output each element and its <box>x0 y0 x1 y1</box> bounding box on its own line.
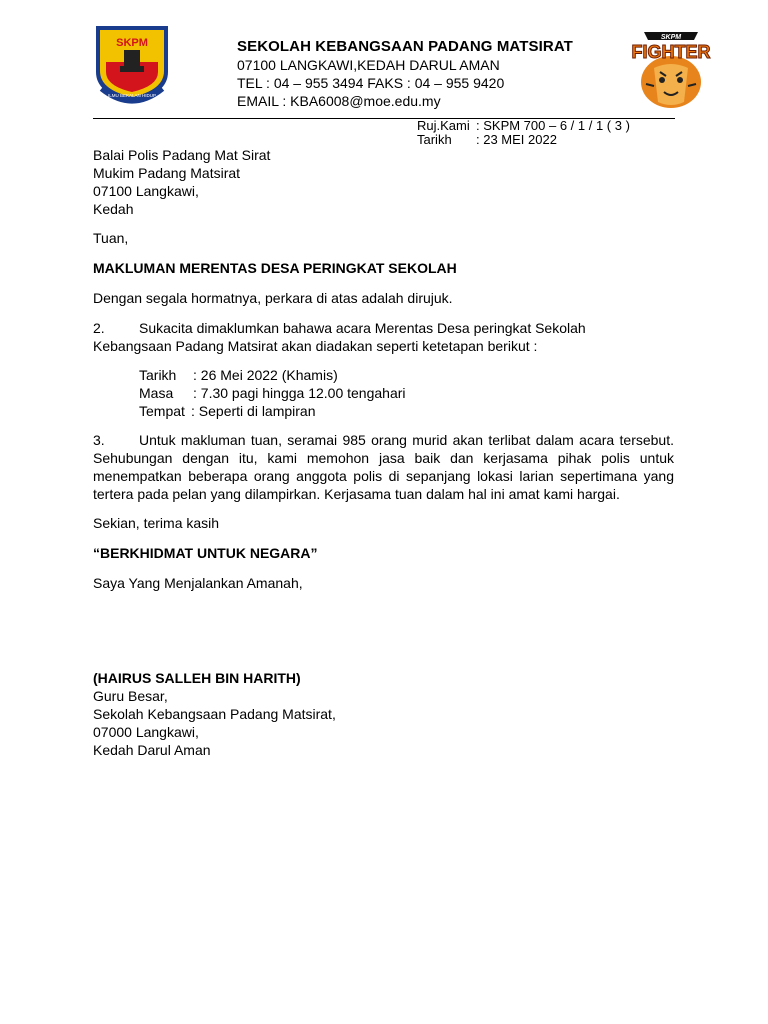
signatory-line: Guru Besar, <box>93 688 168 704</box>
letterhead <box>237 38 573 110</box>
paragraph-3-line: Untuk makluman tuan, seramai 985 orang murid akan terlibat dalam acara tersebut. <box>139 432 674 448</box>
closing-line: Sekian, terima kasih <box>93 515 220 531</box>
paragraph-3 <box>93 431 674 503</box>
tempat-value: : Seperti di lampiran <box>191 403 316 419</box>
signatory-line: 07000 Langkawi, <box>93 724 199 740</box>
fighter-tiger-logo <box>624 28 718 110</box>
paragraph-3-line: menempatkan beberapa orang anggota polis di sepanjang lokasi larian sepertimana yang <box>93 468 674 484</box>
paragraph-2-line: Kebangsaan Padang Matsirat akan diadakan seperti ketetapan berikut : <box>93 338 538 354</box>
crest-text: SKPM <box>116 37 148 49</box>
ref-value: : SKPM 700 – 6 / 1 / 1 ( 3 ) <box>476 118 630 133</box>
school-address: 07100 LANGKAWI,KEDAH DARUL AMAN <box>237 57 500 73</box>
paragraph-2-number: 2. <box>93 320 105 336</box>
signatory-line: Kedah Darul Aman <box>93 742 211 758</box>
reference-block <box>417 119 630 147</box>
recipient-line: Kedah <box>93 201 134 217</box>
event-details <box>139 366 406 420</box>
masa-value: : 7.30 pagi hingga 12.00 tengahari <box>193 385 406 401</box>
ref-label: Ruj.Kami <box>417 118 470 133</box>
paragraph-1: Dengan segala hormatnya, perkara di atas adalah dirujuk. <box>93 290 453 306</box>
recipient-line: 07100 Langkawi, <box>93 183 199 199</box>
salutation: Tuan, <box>93 230 129 246</box>
signature-block <box>93 669 674 759</box>
masa-label: Masa <box>139 385 174 401</box>
signatory-line: Sekolah Kebangsaan Padang Matsirat, <box>93 706 336 722</box>
paragraph-2-line: Sukacita dimaklumkan bahawa acara Merentas Desa peringkat Sekolah <box>139 320 586 336</box>
paragraph-2 <box>93 319 674 355</box>
date-label: Tarikh <box>417 132 452 147</box>
crest-motto: ILMU BEKALAN HIDUP <box>107 93 157 98</box>
paragraph-3-line: Sehubungan dengan itu, kami memohon jasa baik dan kerjasama pihak polis untuk <box>93 450 674 466</box>
logo-fighter-text: FIGHTER <box>631 42 711 62</box>
tarikh-label: Tarikh <box>139 367 177 383</box>
trust-line: Saya Yang Menjalankan Amanah, <box>93 575 303 591</box>
subject-heading: MAKLUMAN MERENTAS DESA PERINGKAT SEKOLAH <box>93 260 457 276</box>
paragraph-3-number: 3. <box>93 432 105 448</box>
tarikh-value: : 26 Mei 2022 (Khamis) <box>193 367 338 383</box>
signatory-name: (HAIRUS SALLEH BIN HARITH) <box>93 670 301 686</box>
motto-line: “BERKHIDMAT UNTUK NEGARA” <box>93 545 318 561</box>
recipient-address <box>93 146 674 218</box>
recipient-line: Mukim Padang Matsirat <box>93 165 241 181</box>
school-phone: TEL : 04 – 955 3494 FAKS : 04 – 955 9420 <box>237 75 505 91</box>
school-email: EMAIL : KBA6008@moe.edu.my <box>237 93 441 109</box>
paragraph-3-line: tertera pada pelan yang dilampirkan. Kerjasama tuan dalam hal ini amat kami hargai. <box>93 486 620 502</box>
school-crest-logo <box>92 22 172 106</box>
recipient-line: Balai Polis Padang Mat Sirat <box>93 147 271 163</box>
tempat-label: Tempat <box>139 403 185 419</box>
date-value: : 23 MEI 2022 <box>476 132 557 147</box>
school-name: SEKOLAH KEBANGSAAN PADANG MATSIRAT <box>237 38 573 55</box>
logo-top-text: SKPM <box>660 34 682 41</box>
